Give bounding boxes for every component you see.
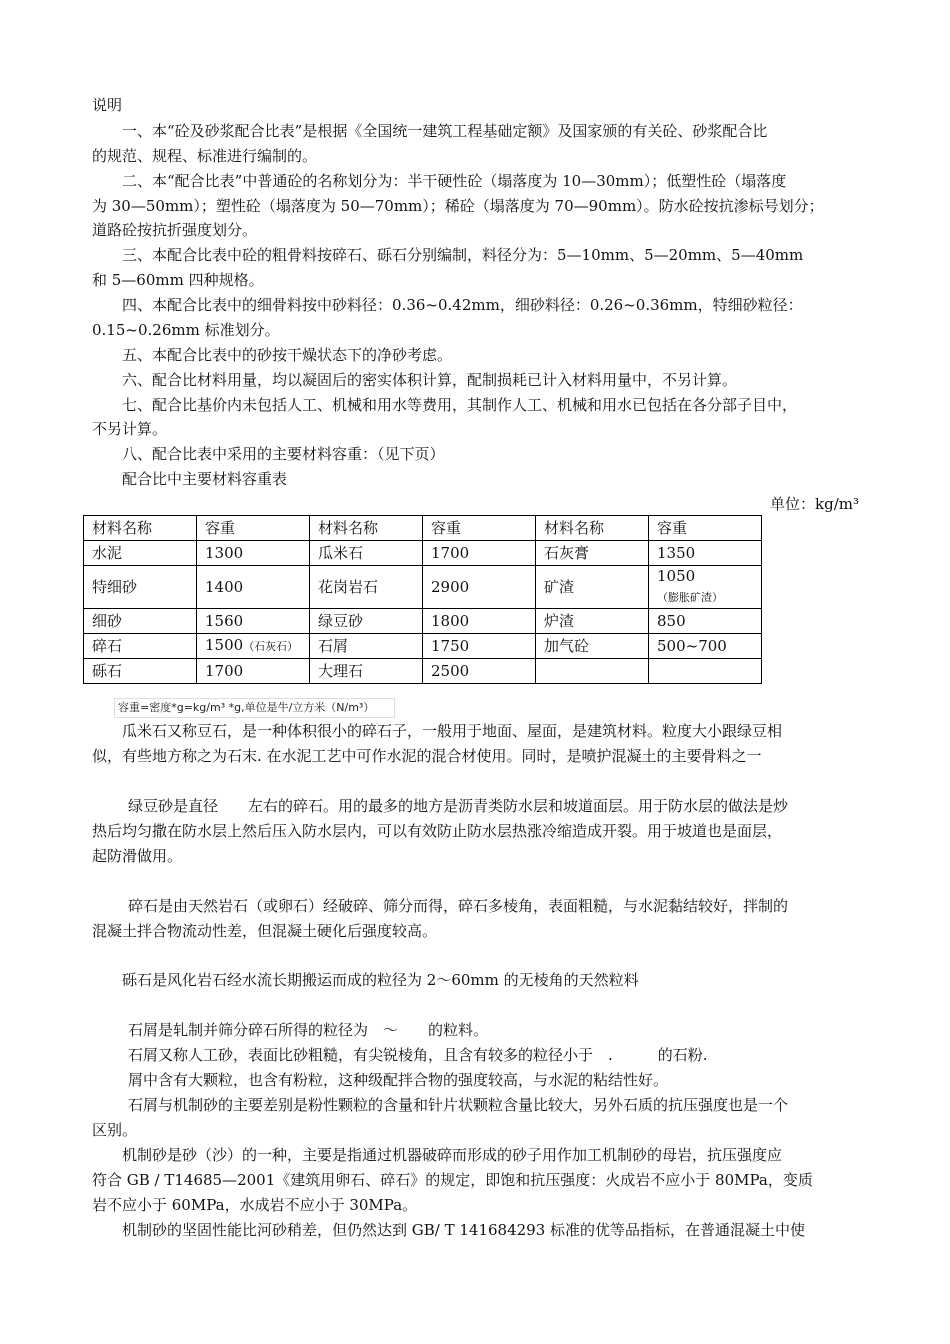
table-cell: 1300: [197, 541, 310, 566]
table-cell: 炉渣: [536, 609, 649, 634]
table-cell: 1350: [649, 541, 762, 566]
table-cell: 矿渣: [536, 566, 649, 609]
paragraph-line: 砾石是风化岩石经水流长期搬运而成的粒径为 2～60mm 的无棱角的天然粒料: [122, 971, 639, 989]
table-cell: 容重: [197, 516, 310, 541]
table-row: [84, 609, 762, 634]
table-cell: 石灰膏: [536, 541, 649, 566]
paragraph-line: 机制砂是砂（沙）的一种，主要是指通过机器破碎而形成的砂子用作加工机制砂的母岩，抗压强度应: [122, 1146, 783, 1164]
paragraph-line: 的规范、规程、标准进行编制的。: [92, 147, 318, 165]
table-cell: 2900: [423, 566, 536, 609]
table-cell: 500~700: [649, 634, 762, 659]
table-cell: 容重: [423, 516, 536, 541]
table-cell: [197, 634, 310, 659]
paragraph-line: 0.15~0.26mm 标准划分。: [92, 321, 280, 339]
paragraph-line: 八、配合比表中采用的主要材料容重：（见下页）: [122, 445, 445, 463]
table-cell: 水泥: [84, 541, 197, 566]
table-row: [84, 634, 762, 659]
paragraph-line: 四、本配合比表中的细骨料按中砂料径：0.36~0.42mm，细砂料径：0.26~0.36mm，特细砂粒径：: [122, 296, 803, 314]
paragraph-line: 六、配合比材料用量，均以凝固后的密实体积计算，配制损耗已计入材料用量中，不另计算。: [122, 371, 738, 389]
paragraph-line: 石屑与机制砂的主要差别是粉性颗粒的含量和针片状颗粒含量比较大，另外石质的抗压强度也是一个: [128, 1096, 789, 1114]
cell-value: 1050: [657, 567, 696, 585]
table-cell: [536, 659, 649, 684]
table-header-row: [84, 516, 762, 541]
table-cell: 碎石: [84, 634, 197, 659]
table-cell: 容重: [649, 516, 762, 541]
table-cell: 1700: [197, 659, 310, 684]
table-cell: 材料名称: [536, 516, 649, 541]
cell-note: （石灰石）: [243, 640, 299, 653]
table-cell: 砾石: [84, 659, 197, 684]
section-heading: 说明: [92, 96, 123, 114]
table-cell: 2500: [423, 659, 536, 684]
table-row: [84, 541, 762, 566]
table-cell: 1800: [423, 609, 536, 634]
paragraph-line: 起防滑做用。: [92, 847, 183, 865]
cell-value: 1500: [205, 636, 244, 654]
table-cell: 1700: [423, 541, 536, 566]
paragraph-line: 机制砂的坚固性能比河砂稍差，但仍然达到 GB/ T 141684293 标准的优等品指标，在普通混凝土中使: [122, 1221, 806, 1239]
table-cell: 1400: [197, 566, 310, 609]
table-cell: 材料名称: [310, 516, 423, 541]
paragraph-line: 瓜米石又称豆石，是一种体积很小的碎石子，一般用于地面、屋面，是建筑材料。粒度大小跟绿豆相: [122, 722, 783, 740]
paragraph-line: 似，有些地方称之为石末. 在水泥工艺中可作水泥的混合材使用。同时，是喷护混凝土的主要骨料之一: [92, 747, 762, 765]
paragraph-line: 五、本配合比表中的砂按干燥状态下的净砂考虑。: [122, 346, 453, 364]
table-cell: 材料名称: [84, 516, 197, 541]
cell-note: （膨胀矿渣）: [657, 591, 723, 604]
table-cell: 加气砼: [536, 634, 649, 659]
paragraph-line: 不另计算。: [92, 420, 168, 438]
paragraph-line: 屑中含有大颗粒，也含有粉粒，这种级配拌合物的强度较高，与水泥的粘结性好。: [128, 1071, 669, 1089]
table-cell: 瓜米石: [310, 541, 423, 566]
paragraph-line: 石屑是轧制并筛分碎石所得的粒径为 ～ 的粒料。: [128, 1021, 489, 1039]
table-cell: 850: [649, 609, 762, 634]
paragraph-line: 热后均匀撒在防水层上然后压入防水层内，可以有效防止防水层热涨冷缩造成开裂。用于坡道也是面层，: [92, 822, 783, 840]
paragraph-line: 岩不应小于 60MPa，水成岩不应小于 30MPa。: [92, 1196, 418, 1214]
table-cell: 石屑: [310, 634, 423, 659]
paragraph-line: 七、配合比基价内未包括人工、机械和用水等费用，其制作人工、机械和用水已包括在各分部子目中，: [122, 396, 798, 414]
paragraph-line: 一、本“砼及砂浆配合比表”是根据《全国统一建筑工程基础定额》及国家颁的有关砼、砂浆配合比: [122, 122, 768, 140]
material-density-table: [83, 515, 762, 684]
paragraph-line: 混凝土拌合物流动性差，但混凝土硬化后强度较高。: [92, 922, 438, 940]
paragraph-line: 为 30—50mm）；塑性砼（塌落度为 50—70mm）；稀砼（塌落度为 70—90mm）。防水砼按抗渗标号划分；: [92, 197, 824, 215]
table-cell: 大理石: [310, 659, 423, 684]
paragraph-line: 二、本“配合比表”中普通砼的名称划分为：半干硬性砼（塌落度为 10—30mm）；低塑性砼（塌落度: [122, 172, 787, 190]
table-cell: 1750: [423, 634, 536, 659]
formula-note: 容重=密度*g=kg/m³ *g,单位是牛/立方米（N/m³）: [114, 698, 395, 718]
paragraph-line: 道路砼按抗折强度划分。: [92, 221, 258, 239]
table-cell: [649, 566, 762, 609]
paragraph-line: 三、本配合比表中砼的粗骨料按碎石、砾石分别编制，料径分为：5—10mm、5—20mm、5—40mm: [122, 246, 804, 264]
table-caption: 配合比中主要材料容重表: [122, 470, 288, 488]
table-cell: 1560: [197, 609, 310, 634]
paragraph-line: 区别。: [92, 1121, 138, 1139]
table-cell: 绿豆砂: [310, 609, 423, 634]
paragraph-line: 碎石是由天然岩石（或卵石）经破碎、筛分而得，碎石多棱角，表面粗糙，与水泥黏结较好，拌制的: [128, 897, 789, 915]
table-cell: 特细砂: [84, 566, 197, 609]
table-cell: 花岗岩石: [310, 566, 423, 609]
paragraph-line: 绿豆砂是直径 左右的碎石。用的最多的地方是沥青类防水层和坡道面层。用于防水层的做法是炒: [128, 797, 789, 815]
table-row: [84, 566, 762, 609]
paragraph-line: 石屑又称人工砂，表面比砂粗糙，有尖锐棱角，且含有较多的粒径小于 . 的石粉.: [128, 1046, 708, 1064]
table-cell: 细砂: [84, 609, 197, 634]
paragraph-line: 符合 GB / T14685—2001《建筑用卵石、碎石》的规定，即饱和抗压强度：火成岩不应小于 80MPa，变质: [92, 1171, 813, 1189]
unit-label: 单位：kg/m³: [770, 495, 859, 513]
table-row: [84, 659, 762, 684]
table-cell: [649, 659, 762, 684]
paragraph-line: 和 5—60mm 四种规格。: [92, 271, 264, 289]
